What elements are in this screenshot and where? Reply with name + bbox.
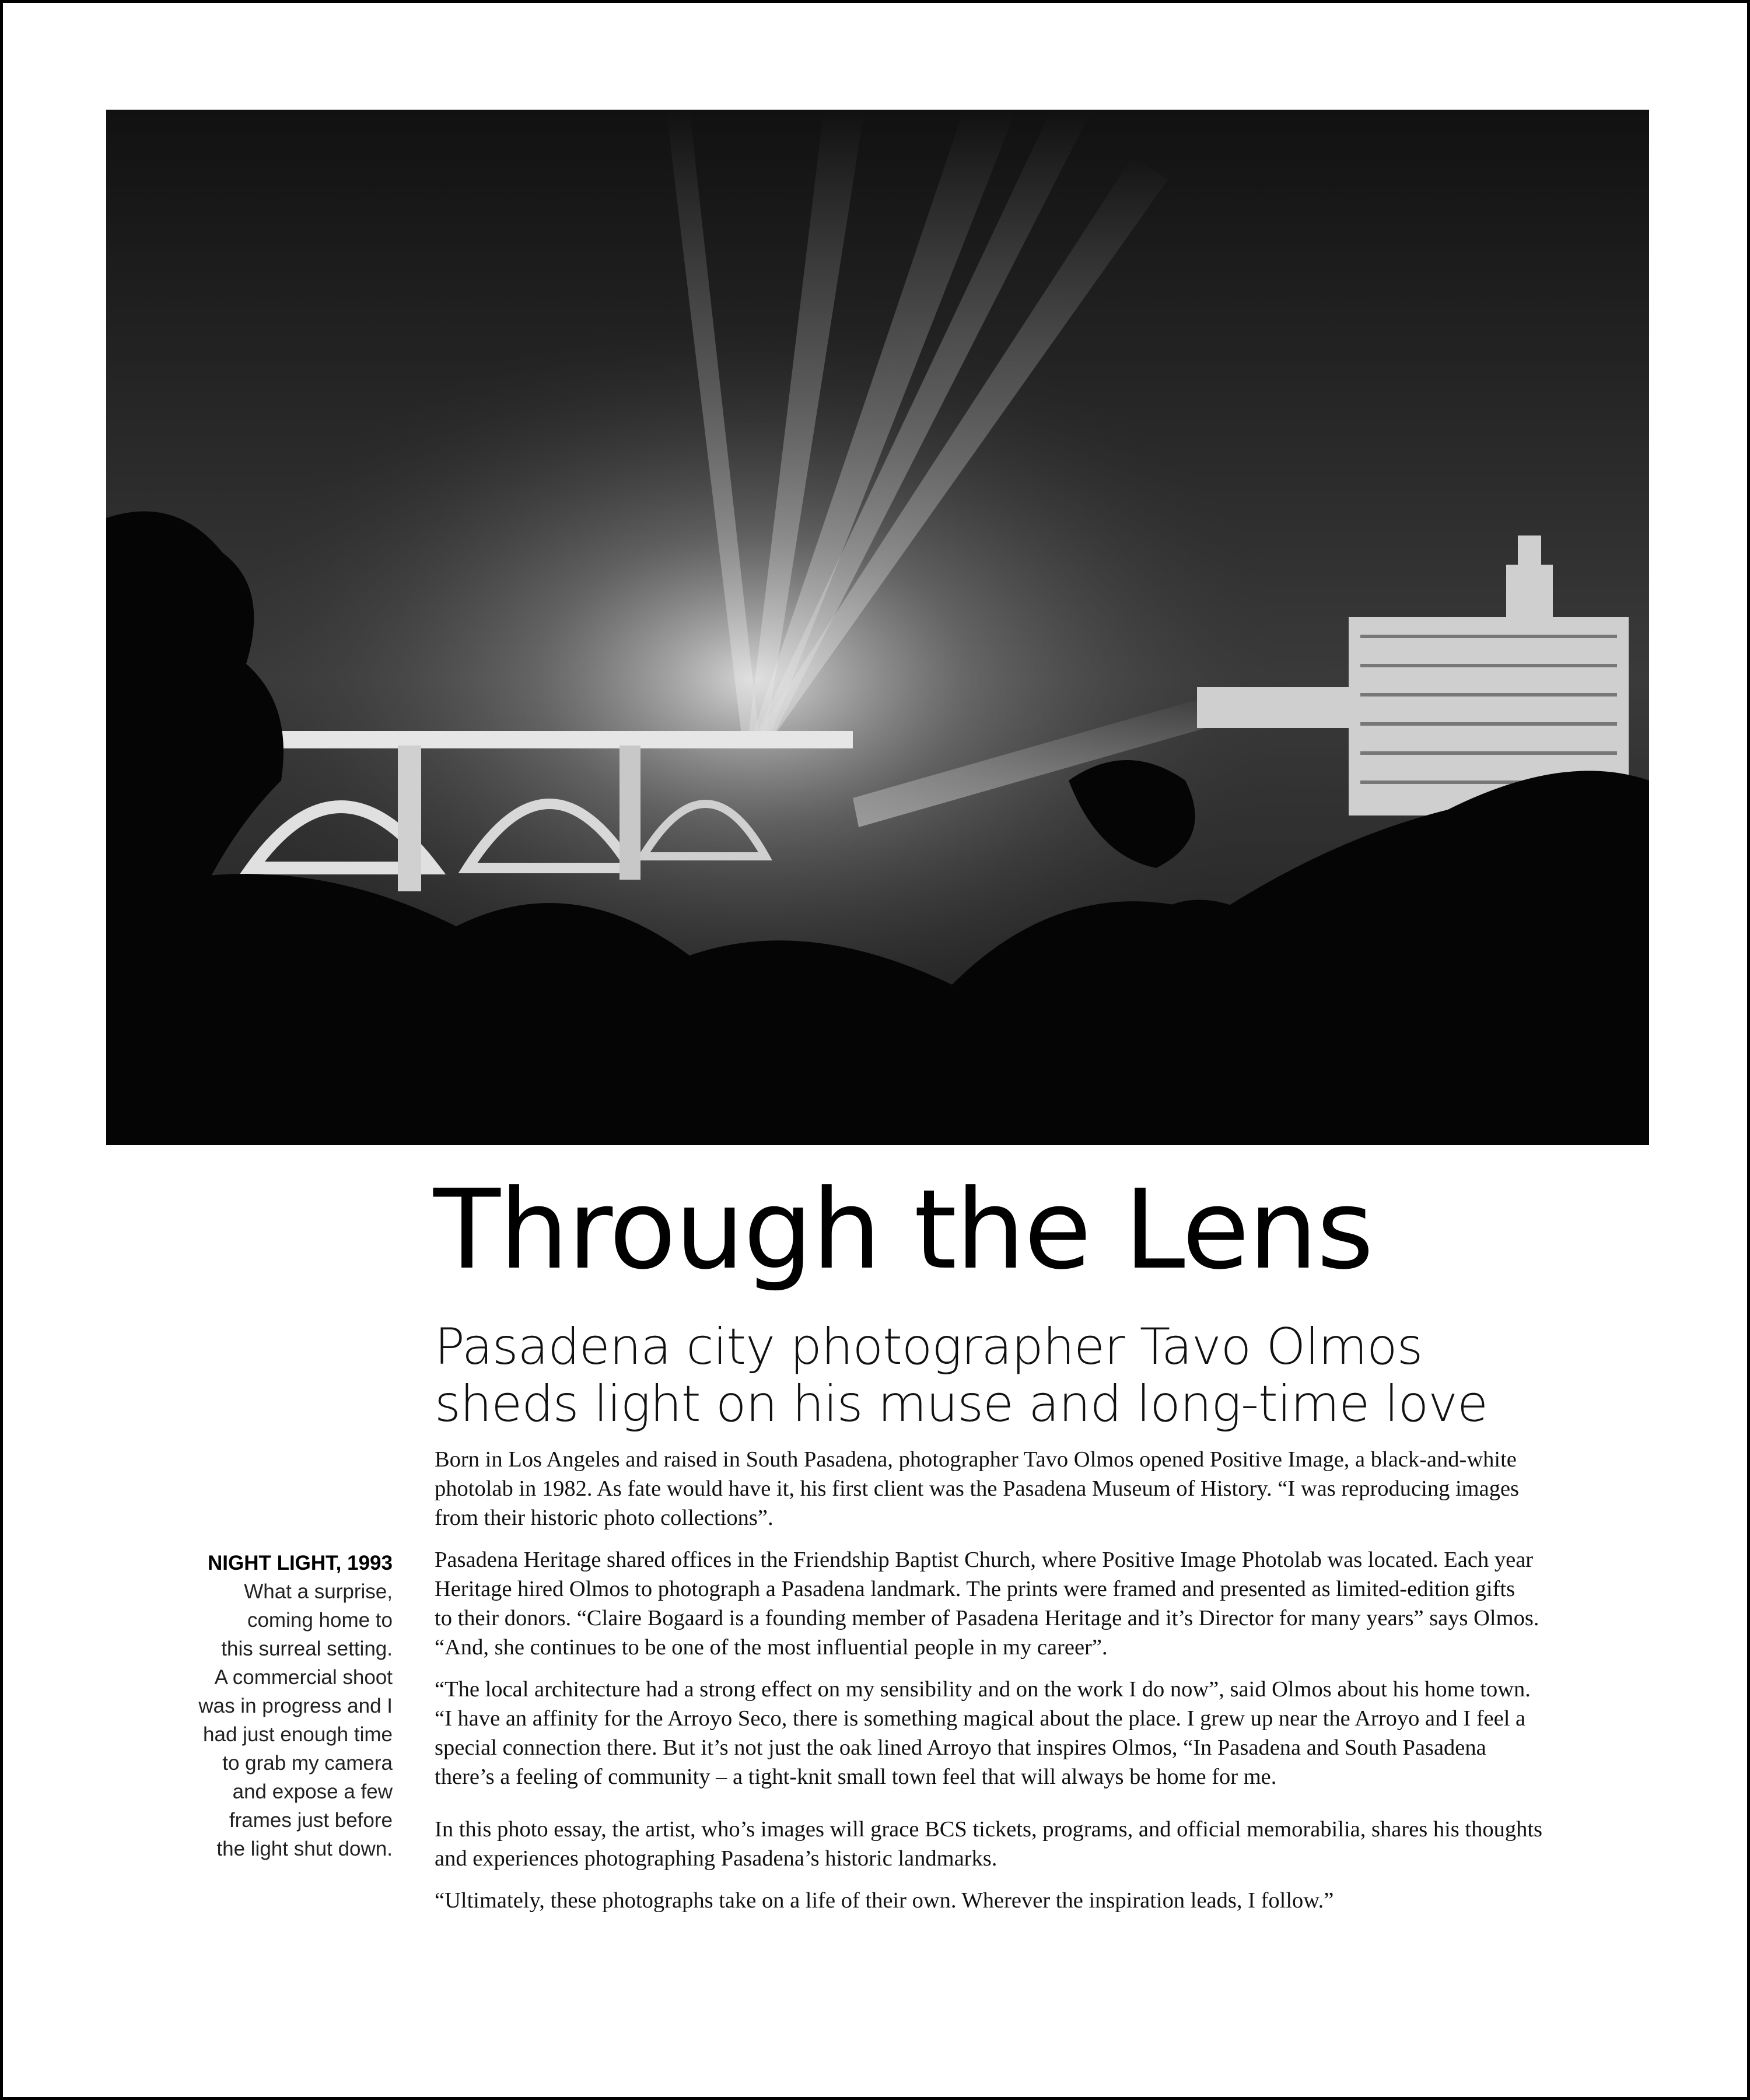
article-body bbox=[435, 1445, 1654, 1928]
caption-line: the light shut down. bbox=[216, 1838, 393, 1860]
caption-line: frames just before bbox=[229, 1809, 393, 1832]
body-paragraph-5 bbox=[435, 1886, 1654, 1915]
body-line: “I have an affinity for the Arroyo Seco, there is something magical about the place. I grew up near the Arroyo and I feel a bbox=[435, 1706, 1526, 1731]
body-line: to their donors. “Claire Bogaard is a founding member of Pasadena Heritage and it’s Director for many years” says Olmos. bbox=[435, 1606, 1539, 1630]
article-title: Through the Lens bbox=[433, 1166, 1373, 1294]
subtitle-line: sheds light on his muse and long-time love bbox=[435, 1375, 1488, 1433]
body-line: “Ultimately, these photographs take on a life of their own. Wherever the inspiration leads, I follow.” bbox=[435, 1888, 1334, 1913]
body-line: photolab in 1982. As fate would have it, his first client was the Pasadena Museum of History. “I was reproducing images bbox=[435, 1476, 1520, 1501]
caption-line: A commercial shoot bbox=[214, 1666, 393, 1689]
body-line: there’s a feeling of community – a tight-knit small town feel that will always be home for me. bbox=[435, 1765, 1277, 1789]
caption-line: coming home to bbox=[247, 1609, 393, 1632]
night-photo-illustration bbox=[106, 110, 1649, 1145]
caption-line: and expose a few bbox=[232, 1780, 393, 1803]
night-photo-bridge bbox=[106, 110, 1649, 1145]
body-line: and experiences photographing Pasadena’s historic landmarks. bbox=[435, 1846, 998, 1871]
body-line: Pasadena Heritage shared offices in the Friendship Baptist Church, where Positive Image Photolab was located. Each year bbox=[435, 1548, 1534, 1572]
body-line: Born in Los Angeles and raised in South Pasadena, photographer Tavo Olmos opened Positive Image, a black-and-white bbox=[435, 1447, 1517, 1472]
body-paragraph-3 bbox=[435, 1675, 1654, 1791]
subtitle-line: Pasadena city photographer Tavo Olmos bbox=[435, 1318, 1423, 1376]
photo-caption bbox=[178, 1549, 393, 1863]
caption-title: NIGHT LIGHT, 1993 bbox=[207, 1552, 393, 1574]
body-line: “The local architecture had a strong effect on my sensibility and on the work I do now”, said Olmos about his home town. bbox=[435, 1677, 1531, 1702]
body-line: from their historic photo collections”. bbox=[435, 1506, 774, 1530]
article-subtitle bbox=[435, 1318, 1660, 1433]
body-paragraph-4 bbox=[435, 1815, 1654, 1873]
caption-line: to grab my camera bbox=[222, 1752, 393, 1774]
body-paragraph-1 bbox=[435, 1445, 1654, 1532]
body-line: special connection there. But it’s not just the oak lined Arroyo that inspires Olmos, “In Pasadena and South Pasadena bbox=[435, 1735, 1486, 1760]
caption-line: What a surprise, bbox=[244, 1580, 393, 1603]
body-line: Heritage hired Olmos to photograph a Pasadena landmark. The prints were framed and presented as limited-edition gifts bbox=[435, 1577, 1516, 1601]
caption-line: had just enough time bbox=[203, 1723, 393, 1746]
caption-line: this surreal setting. bbox=[221, 1637, 393, 1660]
caption-line: was in progress and I bbox=[198, 1695, 393, 1717]
body-line: In this photo essay, the artist, who’s images will grace BCS tickets, programs, and official memorabilia, shares his thoughts bbox=[435, 1817, 1543, 1842]
body-line: “And, she continues to be one of the most influential people in my career”. bbox=[435, 1635, 1108, 1660]
body-paragraph-2 bbox=[435, 1545, 1654, 1662]
